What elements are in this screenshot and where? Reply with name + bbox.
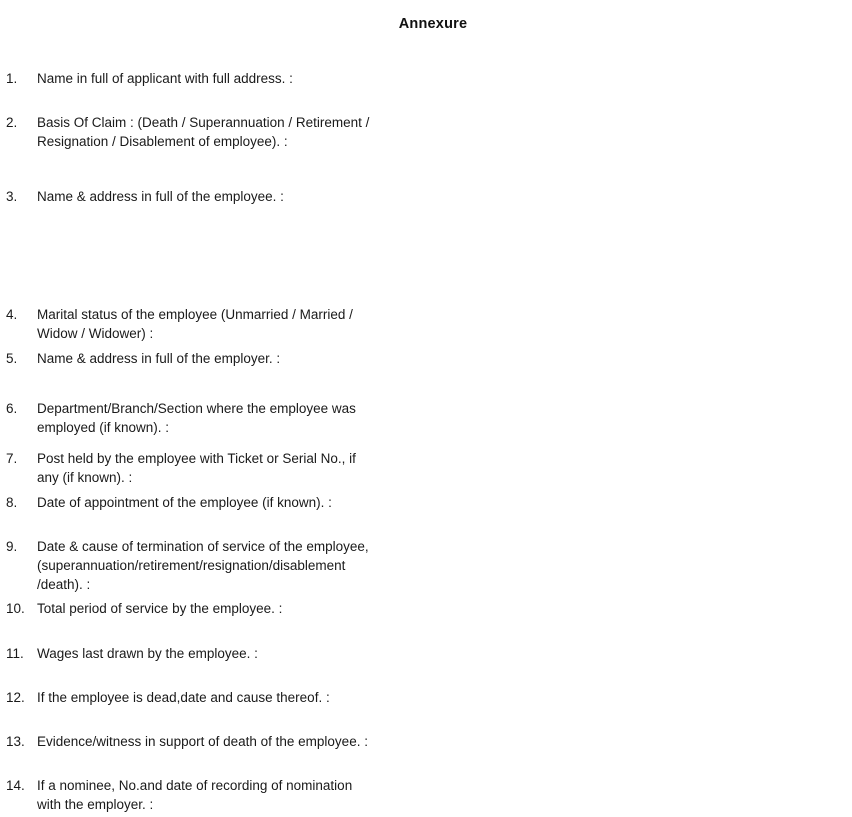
list-item-text-line: Name & address in full of the employee. : (37, 189, 284, 204)
list-item-text (37, 113, 737, 151)
list-item-text-line: Evidence/witness in support of death of the employee. : (37, 734, 368, 749)
list-item-text-line: Wages last drawn by the employee. : (37, 646, 258, 661)
list-item-text-line: Post held by the employee with Ticket or Serial No., if (37, 451, 356, 466)
list-item-text-line: Marital status of the employee (Unmarried / Married / (37, 307, 353, 322)
list-item-text-line: If the employee is dead,date and cause thereof. : (37, 690, 330, 705)
list-item-text-line: with the employer. : (37, 797, 154, 812)
list-item-text-line: Name in full of applicant with full address. : (37, 71, 293, 86)
list-item-text-line: /death). : (37, 577, 91, 592)
list-item-text-line: If a nominee, No.and date of recording of nomination (37, 778, 353, 793)
list-item-number: 2. (6, 115, 18, 130)
list-item-text-line: (superannuation/retirement/resignation/disablement (37, 558, 346, 573)
list-item-number: 11. (6, 646, 24, 661)
list-item-text-line: Widow / Widower) : (37, 326, 154, 341)
list-item-number: 13. (6, 734, 25, 749)
list-item-text (37, 688, 737, 707)
list-item-number: 8. (6, 495, 18, 510)
page-title-text: Annexure (398, 16, 468, 32)
list-item-number: 3. (6, 189, 18, 204)
page-title (0, 15, 852, 34)
list-item-text (37, 449, 737, 487)
list-item-text (37, 599, 737, 618)
list-item-text-line: Date of appointment of the employee (if known). : (37, 495, 332, 510)
list-item-number: 12. (6, 690, 25, 705)
list-item-text-line: Name & address in full of the employer. : (37, 351, 281, 366)
list-item-text (37, 305, 737, 343)
list-item-text-line: any (if known). : (37, 470, 133, 485)
list-item-number: 1. (6, 71, 18, 86)
list-item-text-line: Resignation / Disablement of employee). : (37, 134, 288, 149)
list-item-text-line: Department/Branch/Section where the employee was (37, 401, 356, 416)
list-item-number: 9. (6, 539, 18, 554)
list-item-number: 6. (6, 401, 18, 416)
list-item-number: 5. (6, 351, 18, 366)
list-item-text-line: Date & cause of termination of service of the employee, (37, 539, 369, 554)
list-item-text (37, 399, 737, 437)
list-item-text (37, 776, 737, 814)
list-item-text (37, 537, 737, 594)
list-item-text (37, 69, 737, 88)
list-item-text-line: Basis Of Claim : (Death / Superannuation / Retirement / (37, 115, 370, 130)
list-item-text (37, 349, 737, 368)
list-item-text (37, 493, 737, 512)
list-item-number: 4. (6, 307, 18, 322)
list-item-text (37, 644, 737, 663)
list-item-text-line: employed (if known). : (37, 420, 170, 435)
list-item-text-line: Total period of service by the employee. : (37, 601, 283, 616)
list-item-number: 10. (6, 601, 25, 616)
list-item-text (37, 187, 737, 206)
list-item-text (37, 732, 737, 751)
list-item-number: 14. (6, 778, 25, 793)
list-item-number: 7. (6, 451, 18, 466)
